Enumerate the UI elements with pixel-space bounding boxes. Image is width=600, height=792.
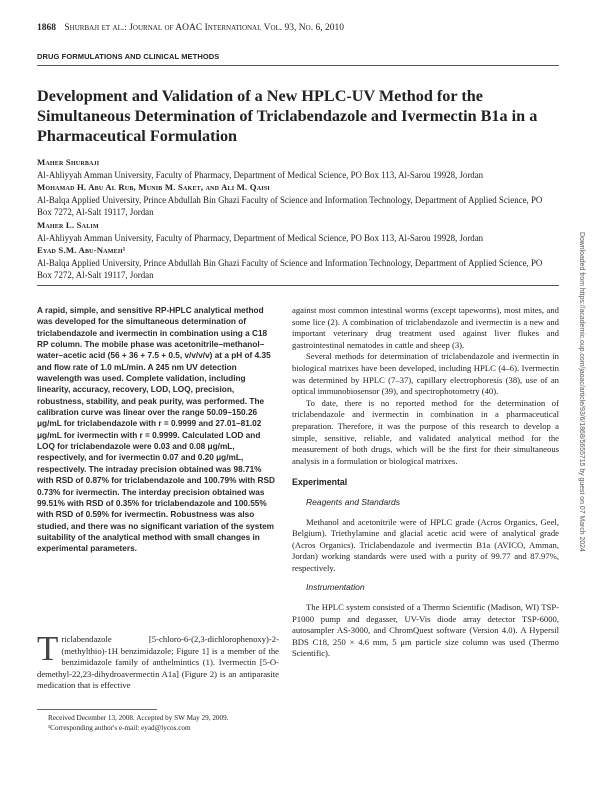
author-names: Eyad S.M. Abu-Nameh¹ (37, 245, 126, 256)
section-heading-experimental: Experimental (292, 477, 348, 488)
download-note: Downloaded from https://academic.oup.com/jaoac/article/93/6/1868/5655715 by guest on 07 March 2024 (578, 232, 585, 552)
abstract: A rapid, simple, and sensitive RP-HPLC analytical method was developed for the simultaneous determination of triclabendazole and ivermectin in combination using a C18 RP column. The mobile phase was acetonitrile–methanol–water–acetic acid (56 + 36 + 7.5 + 0.5, v/v/v/v) at a pH of 4.35 and flow rate of 1.0 mL/min. A 245 nm UV detection wavelength was used. Complete validation, including linearity, accuracy, recovery, LOD, LOQ, precision, robustness, stability, and peak purity, was performed. The calibration curve was linear over the range 50.09–150.26 μg/mL for triclabendazole with r = 0.9999 and 27.01–81.02 μg/mL for ivermectin with r = 0.9999. Calculated LOD and LOQ for triclabendazole were 0.03 and 0.08 μg/mL, respectively, and for ivermectin 0.07 and 0.20 μg/mL, respectively. The intraday precision obtained was 98.71% with RSD of 0.87% for triclabendazole and 100.79% with RSD 0.73% for ivermectin. The interday precision obtained was 99.51% with RSD of 0.35% for triclabendazole and 100.55% with RSD of 0.59% for ivermectin. Robustness was also studied, and there was no significant variation of the system suitability of the analytical method with small changes in experimental parameters. (37, 306, 275, 554)
introduction (37, 629, 279, 692)
section-label: DRUG FORMULATIONS AND CLINICAL METHODS (37, 52, 220, 61)
author-affiliation: Al-Balqa Applied University, Prince Abdullah Bin Ghazi Faculty of Science and Information Technology, Department of Applied Science, PO Box 7272, Al-Salt 19117, Jordan (37, 257, 543, 281)
header-divider (37, 65, 559, 66)
paragraph: against most common intestinal worms (except tapeworms), most mites, and some lice (2). A combination of triclabendazole and ivermectin is a new and important veterinary drug treatment used against liver flukes and gastrointestinal nematodes in cattle and sheep (3). (292, 305, 559, 350)
footnote-divider (37, 709, 157, 710)
author-affiliation: Al-Balqa Applied University, Prince Abdullah Bin Ghazi Faculty of Science and Information Technology, Department of Applied Science, PO Box 7272, Al-Salt 19117, Jordan (37, 194, 543, 218)
author-group (37, 219, 559, 244)
author-names: Maher Shurbaji (37, 157, 100, 167)
paragraph: Several methods for determination of triclabendazole and ivermectin in biological matrixes have been developed, including HPLC (4–6). Ivermectin was determined by HPLC (7–37), capillary electrophoresis (38), use of an optical immunobiosensor (39), and spectrophotometry (40). (292, 351, 559, 397)
author-group (37, 244, 559, 282)
title-block-divider (37, 285, 559, 286)
paragraph: The HPLC system consisted of a Thermo Scientific (Madison, WI) TSP-P1000 pump and degasser, UV-Vis diode array detector TSP-6000, autosampler AS-3000, and ChromQuest software (Version 4.0). A Hypersil BDS C18, 250 × 4.6 mm, 5 μm particle size column was used (Thermo Scientific). (292, 602, 559, 659)
paragraph: To date, there is no reported method for the determination of triclabendazole and ivermectin in combination in a pharmaceutical preparation. Therefore, it was the purpose of this research to develop a simple, sensitive, reliable, and validated analytical method for the measurement of both drugs, which will be the first for their simultaneous analysis in a formulation or biological matrixes. (292, 397, 559, 466)
author-group (37, 181, 559, 219)
subheading-reagents: Reagents and Standards (306, 496, 401, 507)
right-column (292, 305, 559, 660)
running-head (37, 23, 344, 33)
corresponding-author-note: ¹Corresponding author's e-mail: eyad@lycos.com (48, 723, 191, 732)
author-names: Maher L. Salim (37, 219, 99, 230)
received-note: Received December 13, 2008. Accepted by SW May 29, 2009. (48, 714, 229, 722)
footnotes (48, 714, 278, 733)
subheading-instrumentation: Instrumentation (306, 582, 365, 593)
paragraph: Methanol and acetonitrile were of HPLC grade (Acros Organics, Geel, Belgium). Triethylamine and glacial acetic acid were of analytical grade (Acros Organics). Triclabendazole and ivermectin B1a (AVICO, Amman, Jordan) working standards were used with a purity of 99.77 and 87.97%, respectively. (292, 516, 559, 573)
author-affiliation: Al-Ahliyyah Amman University, Faculty of Pharmacy, Department of Medical Science, PO Box 113, Al-Sarou 19928, Jordan (37, 232, 484, 243)
article-title: Development and Validation of a New HPLC-UV Method for the Simultaneous Determination of Triclabendazole and Ivermectin B1a in a Pharmaceutical Formulation (37, 87, 538, 145)
author-block (37, 156, 559, 282)
author-names: Mohamad H. Abu Al Rub, Munib M. Saket, and Ali M. Qaisi (37, 182, 270, 193)
author-affiliation: Al-Ahliyyah Amman University, Faculty of Pharmacy, Department of Medical Science, PO Box 113, Al-Sarou 19928, Jordan (37, 169, 484, 180)
intro-text: riclabendazole [5-chloro-6-(2,3-dichlorophenoxy)-2-(methylthio)-1H benzimidazole; Figure 1] is a member of the benzimidazole family of anthelmintics (1). Ivermectin [5-O-demethyl-22,23-dihydroavermectin A1a] (Figure 2) is an antiparasite medication that is effective (37, 634, 279, 691)
page-number: 1868 (37, 23, 56, 33)
author-group (37, 156, 559, 181)
download-watermark (573, 232, 587, 552)
drop-cap: T (37, 629, 59, 668)
running-title: Shurbaji et al.: Journal of AOAC International Vol. 93, No. 6, 2010 (64, 23, 344, 33)
